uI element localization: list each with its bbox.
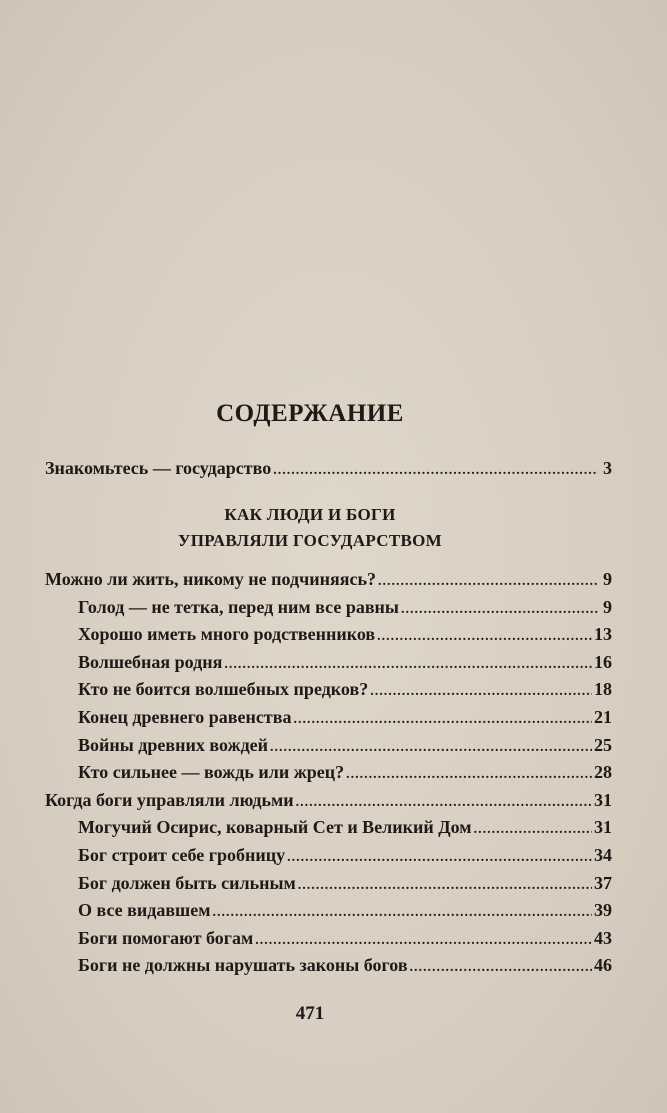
dot-leader [273,463,598,479]
dot-leader [346,767,592,783]
dot-leader [377,629,592,645]
toc-entry-label: Боги не должны нарушать законы богов [78,955,408,976]
toc-entry-page: 31 [594,789,612,810]
toc-entry-label: Кто не боится волшебных предков? [78,679,369,700]
toc-entry [78,707,612,731]
dot-leader [293,712,592,728]
toc-entry-label: Хорошо иметь много родственников [78,624,376,645]
toc-entry [78,817,612,841]
toc-entry-page: 21 [594,707,612,727]
toc-entry-page: 25 [594,734,612,755]
toc-entry-page: 9 [603,569,612,589]
toc-entry [78,873,612,897]
toc-entry-page: 46 [594,955,612,976]
toc-entry [78,900,612,924]
toc-entry [78,845,612,869]
toc-entry-label: О все видавшем [78,900,211,921]
toc-entry-page: 34 [594,845,612,865]
dot-leader [296,795,592,811]
section-heading-line2: УПРАВЛЯЛИ ГОСУДАРСТВОМ [178,531,442,550]
page-title: СОДЕРЖАНИЕ [216,400,404,427]
toc-entry-label: Кто сильнее — вождь или жрец? [78,762,345,783]
section-heading-line1: КАК ЛЮДИ И БОГИ [224,505,396,524]
toc-entry-label: Конец древнего равенства [78,707,292,727]
toc-entry-page: 28 [594,762,612,783]
toc-entry-page: 39 [594,900,612,921]
dot-leader [410,960,592,976]
toc-entry-page: 3 [603,458,612,478]
dot-leader [287,850,592,866]
dot-leader [270,740,592,756]
toc-entry-label: Боги помогают богам [78,927,254,948]
toc-entry [78,955,612,979]
toc-entry-label: Голод — не тетка, перед ним все равны [78,596,399,617]
toc-entry-label: Волшебная родня [78,651,223,672]
toc-entry [78,597,612,621]
dot-leader [213,905,592,921]
dot-leader [298,878,592,894]
dot-leader [370,684,592,700]
toc-entry [45,569,612,593]
toc-entry [78,624,612,648]
toc-entry-label: Можно ли жить, никому не подчиняясь? [45,569,376,589]
page-number: 471 [295,1003,325,1024]
dot-leader [378,574,598,590]
toc-entry-page: 37 [594,872,612,893]
toc-entry [78,652,612,676]
toc-entry-label: Знакомьтесь — государство [45,458,272,478]
toc-entry-label: Могучий Осирис, коварный Сет и Великий Дом [78,817,472,838]
toc-entry-page: 31 [594,817,612,838]
toc-entry-page: 16 [594,651,612,672]
dot-leader [401,602,598,618]
toc-entry-page: 18 [594,679,612,700]
toc-entry-page: 43 [594,927,612,948]
dot-leader [255,933,592,949]
toc-entry-label: Войны древних вождей [78,734,269,755]
toc-entry-label: Бог должен быть сильным [78,872,296,893]
toc-entry [78,679,612,703]
toc-entry-label: Бог строит себе гробницу [78,845,286,865]
toc-entry-page: 9 [603,596,612,617]
toc-entry-label: Когда боги управляли людьми [45,789,294,810]
dot-leader [474,822,592,838]
toc-entry-intro [45,458,612,482]
dot-leader [224,657,592,673]
toc-entry [45,790,612,814]
toc-entry [78,928,612,952]
toc-entry [78,762,612,786]
toc-entry [78,735,612,759]
toc-entry-page: 13 [594,624,612,645]
